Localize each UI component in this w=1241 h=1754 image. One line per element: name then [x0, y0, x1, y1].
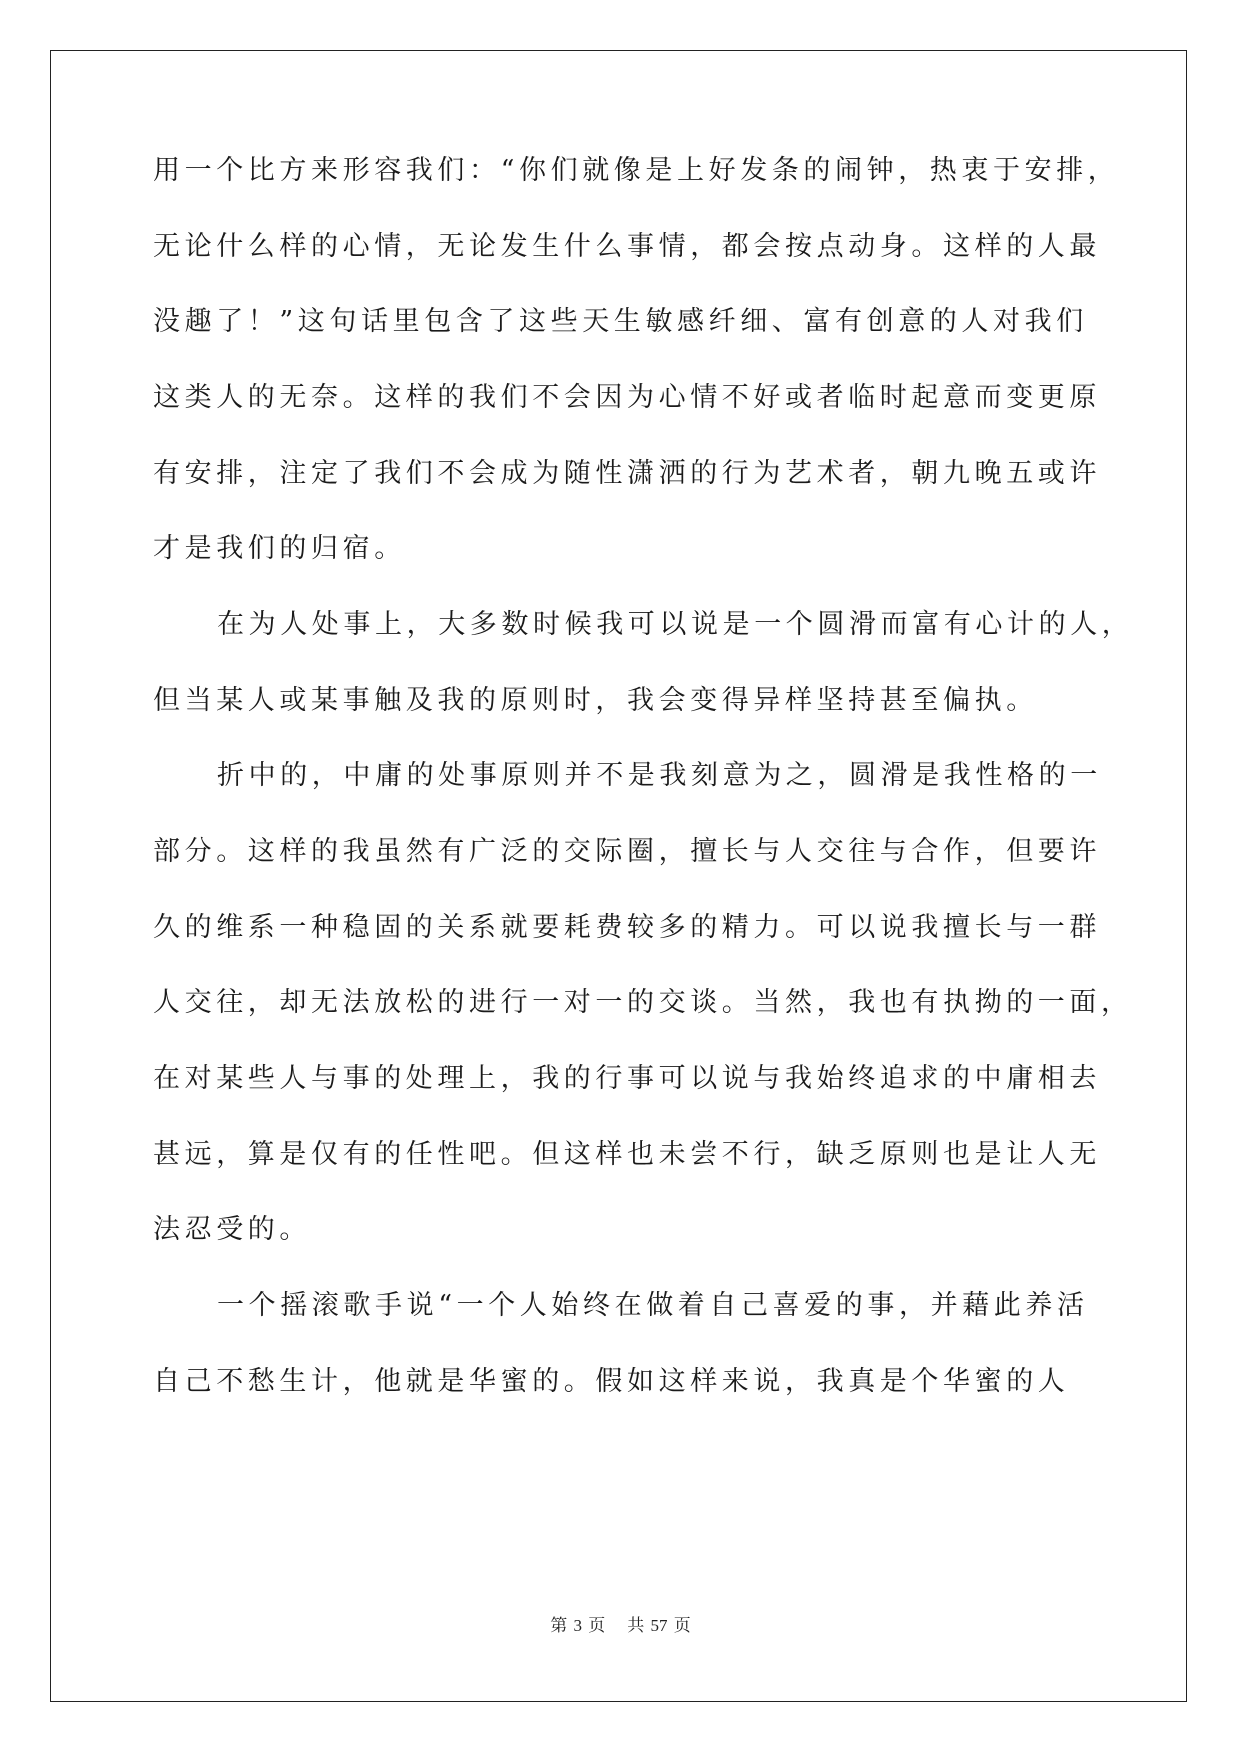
text-line: 才是我们的归宿。	[153, 533, 406, 564]
text-line: 没趣了！”这句话里包含了这些天生敏感纤细、富有创意的人对我们	[153, 306, 1088, 337]
text-line: 部分。这样的我虽然有广泛的交际圈，擅长与人交往与合作，但要许	[153, 836, 1101, 867]
text-line: 在对某些人与事的处理上，我的行事可以说与我始终追求的中庸相去	[153, 1063, 1101, 1094]
text-line: 自己不愁生计，他就是华蜜的。假如这样来说，我真是个华蜜的人	[153, 1366, 1070, 1397]
page-number: 第 3 页	[550, 1616, 606, 1635]
paragraph-first-line: 一个摇滚歌手说“一个人始终在做着自己喜爱的事，并藉此养活	[217, 1290, 1089, 1321]
page-footer	[0, 1611, 1241, 1636]
paragraph-first-line: 在为人处事上，大多数时候我可以说是一个圆滑而富有心计的人，	[217, 609, 1134, 640]
text-line: 有安排，注定了我们不会成为随性潇洒的行为艺术者，朝九晚五或许	[153, 458, 1101, 489]
page-border	[50, 50, 1187, 1702]
text-line: 这类人的无奈。这样的我们不会因为心情不好或者临时起意而变更原	[153, 382, 1101, 413]
text-line: 无论什么样的心情，无论发生什么事情，都会按点动身。这样的人最	[153, 231, 1101, 262]
text-line: 用一个比方来形容我们：“你们就像是上好发条的闹钟，热衷于安排，	[153, 155, 1120, 186]
text-line: 但当某人或某事触及我的原则时，我会变得异样坚持甚至偏执。	[153, 685, 1038, 716]
paragraph-first-line: 折中的，中庸的处事原则并不是我刻意为之，圆滑是我性格的一	[217, 760, 1102, 791]
text-line: 甚远，算是仅有的任性吧。但这样也未尝不行，缺乏原则也是让人无	[153, 1139, 1101, 1170]
text-line: 人交往，却无法放松的进行一对一的交谈。当然，我也有执拗的一面，	[153, 987, 1133, 1018]
text-line: 久的维系一种稳固的关系就要耗费较多的精力。可以说我擅长与一群	[153, 912, 1101, 943]
page-total: 共 57 页	[627, 1616, 691, 1635]
text-line: 法忍受的。	[153, 1214, 311, 1245]
